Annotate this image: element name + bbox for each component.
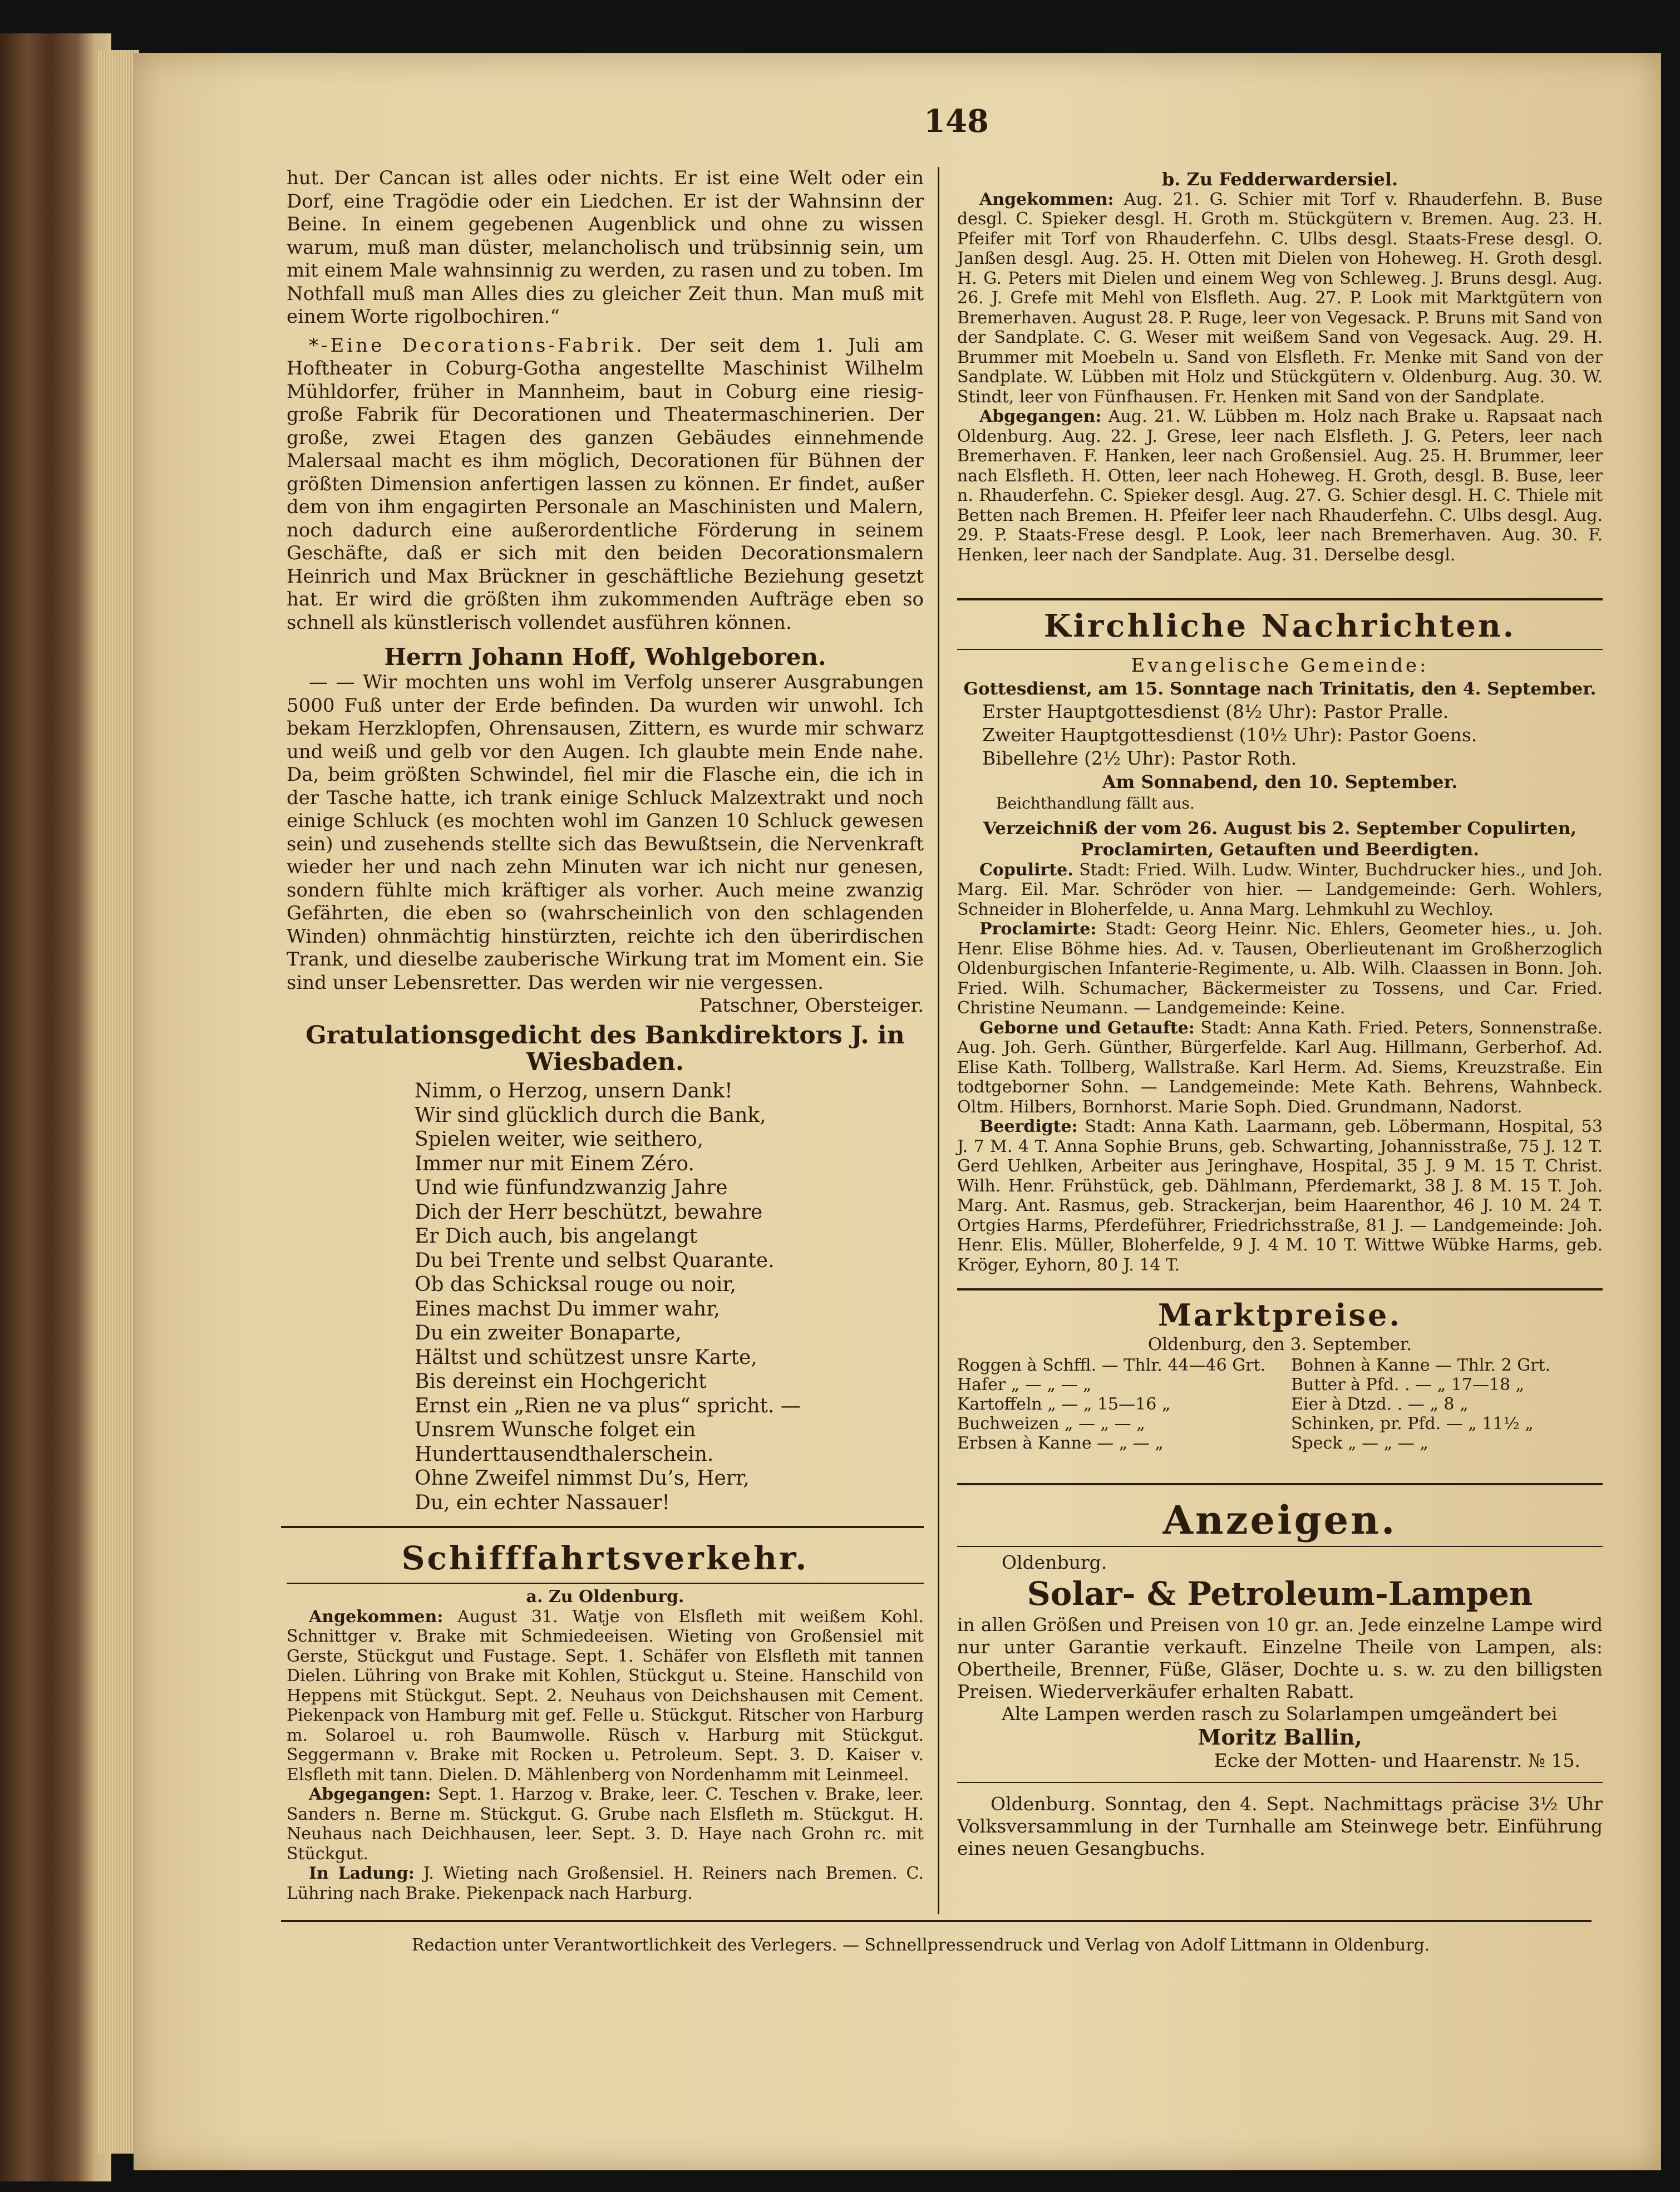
page-stack-edge bbox=[97, 50, 139, 2154]
market-sub: Oldenburg, den 3. September. bbox=[1147, 1334, 1412, 1354]
market-top-rule bbox=[957, 1288, 1603, 1290]
church-service: Gottesdienst, am 15. Sonntage nach Trinitatis, den 4. September. bbox=[963, 679, 1597, 699]
poem-line: Dich der Herr beschützt, bewahre bbox=[415, 1200, 763, 1224]
ad2-text: Oldenburg. Sonntag, den 4. Sept. Nachmittags präcise 3½ Uhr Volksversammlung in der Turnhalle am Steinwege betr. Einführung eines neuen Gesangbuchs. bbox=[957, 1793, 1603, 1859]
copulirte-text: Stadt: Fried. Wilh. Ludw. Winter, Buchdrucker hies., und Joh. Marg. Eil. Mar. Schröder von hier. — Landgemeinde: Gerh. Wohlers, Schneider in Bloherfelde, u. Anna Marg. Lehmkuhl zu Wechloy. bbox=[957, 860, 1603, 919]
beerdigte bbox=[957, 1117, 1603, 1275]
poem-line: Bis dereinst ein Hochgericht bbox=[415, 1370, 707, 1393]
copulirte bbox=[957, 860, 1603, 920]
fedder-title: b. Zu Fedderwardersiel. bbox=[1161, 169, 1398, 190]
poem-line: Immer nur mit Einem Zéro. bbox=[415, 1152, 694, 1175]
beerdigte-text: Stadt: Anna Kath. Laarmann, geb. Löbermann, Hospital, 53 J. 7 M. 4 T. Anna Sophie Bruns, geb. Schwarting, Johannisstraße, 75 J. 12 T. Gerd Uehlken, Arbeiter aus Jeringhave, Hospital, 35 J. 9 M. 15 T. Christ. Wilh. Henr. Frühstück, geb. Dählmann, Pferdemarkt, 38 J. 8 M. 15 T. Joh. Marg. Ant. Rasmus, geb. Strackerjan, beim Haarenthor, 46 J. 10 M. 24 T. Ortgies Harms, Pferdeführer, Friedrichsstraße, 81 J. — Landgemeinde: Joh. Henr. Elis. Müller, Bloherfelde, 9 J. 4 M. 10 T. Wittwe Wübke Harms, geb. Kröger, Eyhorn, 80 J. 14 T. bbox=[957, 1117, 1603, 1275]
market-row: Kartoffeln „ — „ 15—16 „ bbox=[957, 1395, 1171, 1414]
shipping-title-rule bbox=[287, 1583, 924, 1584]
church-service-line: Bibellehre (2½ Uhr): Pastor Roth. bbox=[982, 747, 1297, 769]
market-row: Erbsen à Kanne — „ — „ bbox=[957, 1434, 1164, 1453]
geborne bbox=[957, 1018, 1603, 1117]
church-title: Kirchliche Nachrichten. bbox=[1043, 608, 1516, 644]
page-number: 148 bbox=[924, 103, 989, 140]
poem-line: Unsrem Wunsche folget ein bbox=[415, 1418, 696, 1441]
proclamirte-label: Proclamirte: bbox=[979, 919, 1097, 939]
market-row: Butter à Pfd. . — „ 17—18 „ bbox=[1291, 1375, 1525, 1395]
bottom-rule bbox=[281, 1920, 1592, 1922]
market-row: Bohnen à Kanne — Thlr. 2 Grt. bbox=[1291, 1356, 1551, 1375]
shipping-loading bbox=[287, 1864, 924, 1903]
fedder-arrived-text: Aug. 21. G. Schier mit Torf v. Rhauderfehn. B. Buse desgl. C. Spieker desgl. H. Groth m. Stückgütern v. Bremen. Aug. 23. H. Pfeifer mit Torf von Rhauderfehn. C. Ulbs desgl. Staats-Frese desgl. O. Janßen desgl. Aug. 25. H. Otten mit Dielen von Hoheweg. H. Groth desgl. H. G. Peters mit Dielen und einem Weg von Schleweg. J. Bruns desgl. Aug. 26. J. Grefe mit Mehl von Elsfleth. Aug. 27. P. Look mit Marktgütern von Bremerhaven. August 28. P. Ruge, leer von Vegesack. P. Bruns mit Sand von der Sandplate. C. G. Weser mit weißem Sand von Vegesack. Aug. 29. H. Brummer mit Moebeln u. Sand von Elsfleth. Fr. Menke mit Sand von der Sandplate. W. Lübben mit Holz und Stückgütern v. Oldenburg. Aug. 30. W. Stindt, leer von Fünfhausen. Fr. Henken mit Sand von der Sandplate. bbox=[957, 189, 1603, 407]
beerdigte-label: Beerdigte: bbox=[979, 1117, 1078, 1136]
shipping-section bbox=[287, 1536, 924, 1903]
hoff-title: Herrn Johann Hoff, Wohlgeboren. bbox=[384, 643, 826, 671]
poem-line: Er Dich auch, bis angelangt bbox=[415, 1225, 698, 1248]
fedder-arrived-label: Angekommen: bbox=[979, 189, 1114, 209]
ad1-place: Oldenburg. bbox=[1002, 1551, 1107, 1573]
copulirte-label: Copulirte. bbox=[979, 860, 1073, 880]
geborne-text: Stadt: Anna Kath. Fried. Peters, Sonnenstraße. Aug. Joh. Gerh. Günther, Bürgerfelde. Karl Aug. Hillmann, Gerberhof. Ad. Elise Kath. Tollberg, Wallstraße. Karl Herm. Ad. Siems, Kreuzstraße. Ein todtgeborner Sohn. — Landgemeinde: Mete Kath. Behrens, Wahnbeck. Oltm. Hilbers, Bornhorst. Marie Soph. Died. Grundmann, Nadorst. bbox=[957, 1018, 1603, 1117]
poem-line: Nimm, o Herzog, unsern Dank! bbox=[415, 1080, 733, 1102]
market-row: Roggen à Schffl. — Thlr. 44—46 Grt. bbox=[957, 1356, 1266, 1375]
fedder-arrived bbox=[957, 190, 1603, 407]
decoration-title: *-Eine Decorations-Fabrik. bbox=[309, 334, 645, 357]
register-title: Verzeichniß der vom 26. August bis 2. September Copulirten, Proclamirten, Getauften und Beerdigten. bbox=[983, 818, 1577, 860]
church-confession: Beichthandlung fällt aus. bbox=[996, 794, 1195, 812]
poem-line: Ob das Schicksal rouge ou noir, bbox=[415, 1273, 737, 1296]
market-row: Buchweizen „ — „ — „ bbox=[957, 1414, 1145, 1434]
shipping-departed-label: Abgegangen: bbox=[309, 1785, 431, 1804]
column-divider bbox=[938, 167, 939, 1914]
geborne-label: Geborne und Getaufte: bbox=[979, 1018, 1195, 1038]
shipping-loading-label: In Ladung: bbox=[309, 1864, 415, 1883]
decoration-article bbox=[287, 334, 924, 635]
church-service-list bbox=[957, 700, 1603, 770]
fedder-departed bbox=[957, 407, 1603, 565]
market-row: Eier à Dtzd. . — „ 8 „ bbox=[1291, 1395, 1469, 1414]
ad1-name: Moritz Ballin, bbox=[1198, 1725, 1362, 1750]
poem-line: Spielen weiter, wie seithero, bbox=[415, 1128, 704, 1151]
shipping-departed-text: Sept. 1. Harzog v. Brake, leer. C. Teschen v. Brake, leer. Sanders n. Berne m. Stückgut. G. Grube nach Elsfleth m. Stückgut. H. Neuhaus nach Deichhausen, leer. Sept. 3. D. Haye nach Grohn rc. mit Stückgut. bbox=[287, 1785, 924, 1864]
market-row: Hafer „ — „ — „ bbox=[957, 1375, 1092, 1395]
church-sub: Evangelische Gemeinde: bbox=[1131, 654, 1429, 677]
shipping-title: Schifffahrtsverkehr. bbox=[401, 1539, 809, 1577]
fedder-section bbox=[957, 170, 1603, 565]
church-section bbox=[957, 607, 1603, 1275]
market-row: Schinken, pr. Pfd. — „ 11½ „ bbox=[1291, 1414, 1534, 1434]
ads-section bbox=[957, 1497, 1603, 1860]
book-binding-edge bbox=[0, 33, 111, 2181]
shipping-arrived bbox=[287, 1607, 924, 1785]
shipping-arrived-text: August 31. Watje von Elsfleth mit weißem Kohl. Schnittger v. Brake mit Schmiedeeisen. Wieting von Großensiel mit Gerste, Stückgut und Fustage. Sept. 1. Schäfer von Elsfleth mit tannen Dielen. Lühring von Brake mit Kohlen, Stückgut u. Steine. Hanschild von Heppens mit Stückgut. Sept. 2. Neuhaus von Deichshausen mit Cement. Piekenpack von Hamburg mit gef. Felle u. Stückgut. Ritscher von Harburg m. Solaroel u. roh Baumwolle. Rüsch v. Harburg mit Stückgut. Seggermann v. Brake mit Rocken u. Petroleum. Sept. 3. D. Kaiser v. Elsfleth mit tann. Dielen. D. Mählenberg von Nordenhamm mit Leinmeel. bbox=[287, 1607, 924, 1785]
market-section bbox=[957, 1297, 1603, 1453]
hoff-signature: Patschner, Obersteiger. bbox=[699, 994, 924, 1017]
shipping-top-rule bbox=[281, 1526, 924, 1528]
shipping-loading-text: J. Wieting nach Großensiel. H. Reiners nach Bremen. C. Lühring nach Brake. Piekenpack nach Harburg. bbox=[287, 1864, 924, 1903]
poem-line: Du bei Trente und selbst Quarante. bbox=[415, 1249, 775, 1272]
poem bbox=[287, 1079, 924, 1515]
poem-line: Und wie fünfundzwanzig Jahre bbox=[415, 1176, 728, 1199]
ads-top-rule bbox=[957, 1483, 1603, 1485]
church-top-rule bbox=[957, 598, 1603, 600]
poem-line: Hunderttausendthalerschein. bbox=[415, 1442, 714, 1466]
poem-line: Ernst ein „Rien ne va plus“ spricht. — bbox=[415, 1394, 801, 1417]
market-left-list bbox=[957, 1356, 1269, 1453]
market-row: Speck „ — „ — „ bbox=[1291, 1434, 1428, 1453]
ad1-headline: Solar- & Petroleum-Lampen bbox=[1027, 1575, 1533, 1613]
poem-line: Ohne Zweifel nimmst Du’s, Herr, bbox=[415, 1467, 750, 1490]
poem-line: Du ein zweiter Bonaparte, bbox=[415, 1322, 682, 1344]
ad1-text: in allen Größen und Preisen von 10 gr. an. Jede einzelne Lampe wird nur unter Garantie verkauft. Einzelne Theile von Lampen, als: Obertheile, Brenner, Füße, Gläser, Dochte u. s. w. zu den billigsten Preisen. Wiederverkäufer erhalten Rabatt. bbox=[957, 1614, 1603, 1702]
footer-imprint: Redaction unter Verantwortlichkeit des Verlegers. — Schnellpressendruck und Verlag von Adolf Littmann in Oldenburg. bbox=[412, 1935, 1430, 1955]
proclamirte bbox=[957, 919, 1603, 1018]
shipping-departed bbox=[287, 1785, 924, 1864]
market-right-list bbox=[1291, 1356, 1603, 1453]
decoration-text: Der seit dem 1. Juli am Hoftheater in Coburg-Gotha angestellte Maschinist Wilhelm Mühldorfer, früher in Mannheim, baut in Coburg eine riesig-große Fabrik für Decorationen und Theatermaschinerien. Der große, zwei Etagen des ganzen Gebäudes einnehmende Malersaal macht es ihm möglich, Decorationen für Bühnen der größten Dimension anfertigen lassen zu können. Er findet, außer dem von ihm engagirten Personale an Maschinisten und Malern, noch dadurch eine außerordentliche Förderung in seinem Geschäfte, daß er sich mit den beiden Decorationsmalern Heinrich und Max Brückner in geschäftliche Beziehung gesetzt hat. Er wird die größten ihm zukommenden Aufträge eben so schnell als künstlerisch vollendet ausführen können. bbox=[287, 334, 924, 634]
left-column bbox=[287, 167, 924, 1515]
shipping-arrived-label: Angekommen: bbox=[309, 1607, 444, 1627]
church-service-line: Zweiter Hauptgottesdienst (10½ Uhr): Pastor Goens. bbox=[982, 724, 1477, 746]
shipping-sub: a. Zu Oldenburg. bbox=[526, 1587, 684, 1607]
poem-line: Du, ein echter Nassauer! bbox=[415, 1491, 670, 1514]
poem-line: Eines machst Du immer wahr, bbox=[415, 1297, 720, 1321]
proclamirte-text: Stadt: Georg Heinr. Nic. Ehlers, Geometer hies., u. Joh. Henr. Elise Böhme hies. Ad. v. Tausen, Oberlieutenant im Großherzoglich Oldenburgischen Infanterie-Regimente, u. Alb. Wilh. Claassen in Bonn. Joh. Fried. Wilh. Schumacher, Bäckermeister zu Tossens, und Car. Fried. Christine Neumann. — Landgemeinde: Keine. bbox=[957, 919, 1603, 1018]
ads-title-rule bbox=[957, 1546, 1603, 1547]
poem-line: Hältst und schützest unsre Karte, bbox=[415, 1346, 757, 1369]
church-service-line: Erster Hauptgottesdienst (8½ Uhr): Pastor Pralle. bbox=[982, 701, 1449, 722]
hoff-text bbox=[287, 671, 924, 1017]
market-table bbox=[957, 1356, 1603, 1453]
ads-title: Anzeigen. bbox=[1162, 1497, 1397, 1543]
fedder-departed-label: Abgegangen: bbox=[979, 407, 1102, 426]
poem-title: Gratulationsgedicht des Bankdirektors J. in Wiesbaden. bbox=[306, 1021, 905, 1076]
ad1-text2: Alte Lampen werden rasch zu Solarlampen umgeändert bei bbox=[1002, 1703, 1558, 1725]
cancan-paragraph: hut. Der Cancan ist alles oder nichts. Er ist eine Welt oder ein Dorf, eine Tragödie oder ein Liedchen. Er ist der Wahnsinn der Beine. In einem gegebenen Augenblick und ohne zu wissen warum, muß man düster, melancholisch und trübsinnig sein, um mit einem Male wahnsinnig zu werden, zu rasen und zu toben. Im Nothfall muß man Alles dies zu gleicher Zeit thun. Man muß mit einem Worte rigolbochiren.“ bbox=[287, 167, 924, 328]
church-saturday: Am Sonnabend, den 10. September. bbox=[1102, 771, 1458, 792]
hoff-body: — — Wir mochten uns wohl im Verfolg unserer Ausgrabungen 5000 Fuß unter der Erde befinden. Da wurden wir unwohl. Ich bekam Herzklopfen, Ohrensausen, Zittern, es wurde mir schwarz und weiß und gelb vor den Augen. Ich glaubte mein Ende nahe. Da, beim größten Schwindel, fiel mir die Flasche ein, die ich in der Tasche hatte, ich trank einige Schluck Malzextrakt und noch einige Schluck (es mochten wohl im Ganzen 10 Schluck gewesen sein) und zusehends stellte sich das Bewußtsein, die Nervenkraft wieder her und nach zehn Minuten war ich nicht nur genesen, sondern fühlte mich kräftiger als vorher. Auch meine zwanzig Gefährten, die eben so (wahrscheinlich von den schlagenden Winden) ohnmächtig hinstürzten, reichte ich den überirdischen Trank, und dieselbe zauberische Wirkung trat im Moment ein. Sie sind unser Lebensretter. Das werden wir nie vergessen. bbox=[287, 671, 924, 994]
ad-separator bbox=[957, 1782, 1603, 1783]
fedder-departed-text: Aug. 21. W. Lübben m. Holz nach Brake u. Rapsaat nach Oldenburg. Aug. 22. J. Grese, leer nach Elsfleth. J. G. Peters, leer nach Bremerhaven. F. Hanken, leer nach Großensiel. Aug. 25. H. Brummer, leer nach Elsfleth. H. Otten, leer nach Hoheweg. H. Groth, desgl. B. Buse, leer n. Rhauderfehn. C. Spieker desgl. Aug. 27. G. Schier desgl. H. C. Thiele mit Betten nach Bremen. H. Pfeifer leer nach Rhauderfehn. C. Ulbs desgl. Aug. 29. P. Staats-Frese desgl. P. Look, leer nach Bremerhaven. Aug. 30. F. Henken, leer nach der Sandplate. Aug. 31. Derselbe desgl. bbox=[957, 407, 1603, 565]
poem-line: Wir sind glücklich durch die Bank, bbox=[415, 1104, 766, 1127]
ad1-address: Ecke der Motten- und Haarenstr. № 15. bbox=[1214, 1750, 1580, 1771]
market-title: Marktpreise. bbox=[1157, 1297, 1402, 1333]
church-title-rule bbox=[957, 649, 1603, 650]
